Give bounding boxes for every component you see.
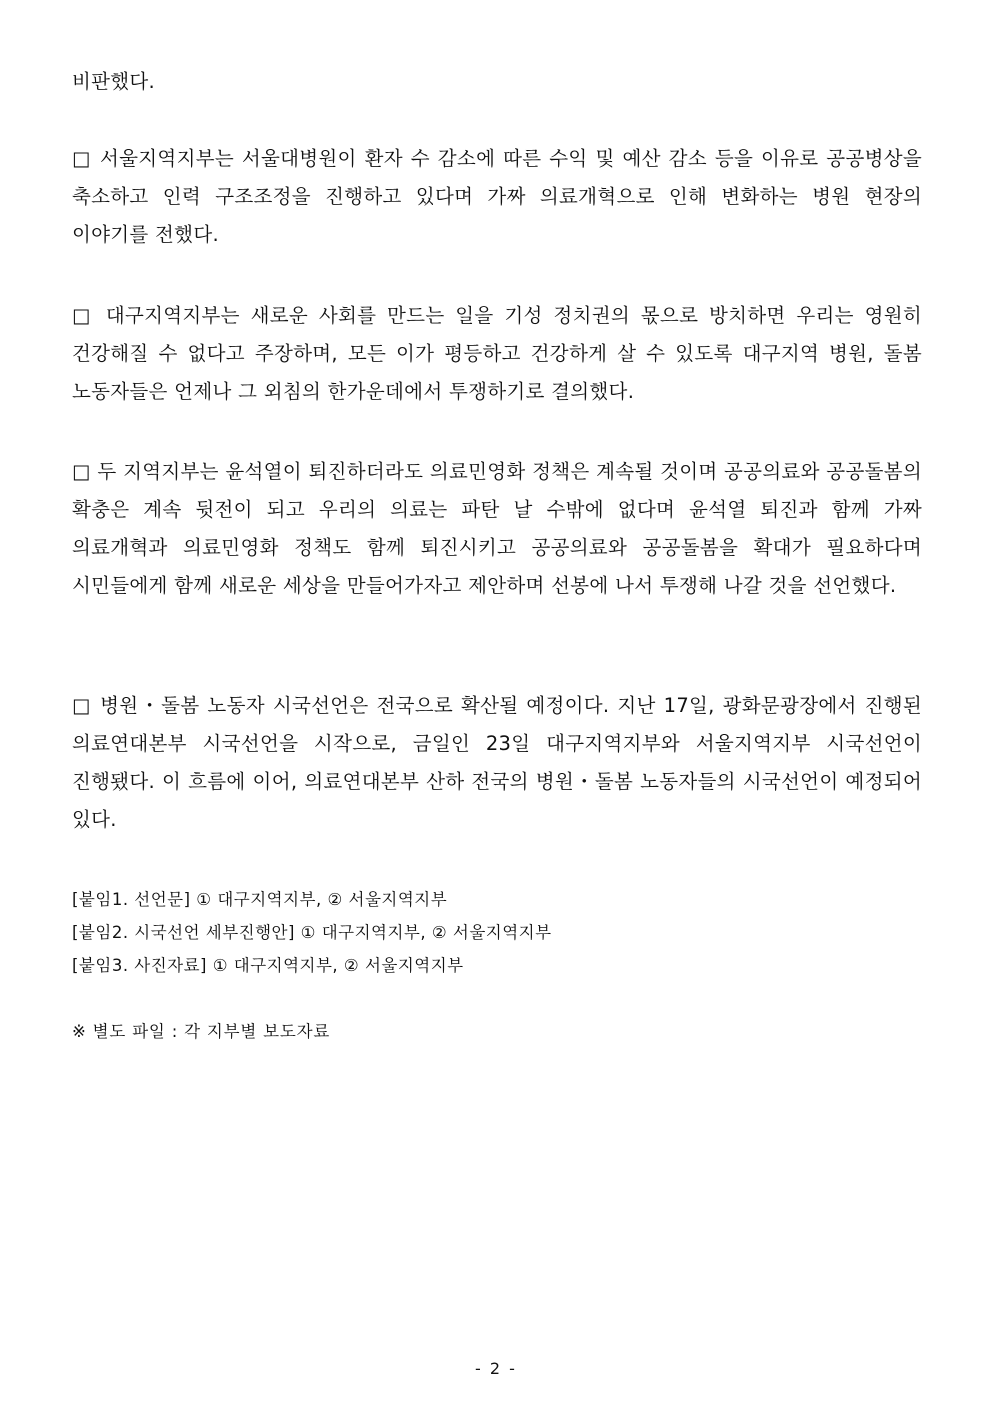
attachment-list (72, 883, 922, 982)
paragraph-daegu-branch: □ 대구지역지부는 새로운 사회를 만드는 일을 기성 정치권의 몫으로 방치하면 우리는 영원히 건강해질 수 없다고 주장하며, 모든 이가 평등하고 건강하게 살 수 있도록 대구지역 병원, 돌봄 노동자들은 언제나 그 외침의 한가운데에서 투쟁하기로 결의했다. (72, 304, 922, 403)
attachment-item: [붙임3. 사진자료] ① 대구지역지부, ② 서울지역지부 (72, 956, 464, 975)
paragraph-both-branches: □ 두 지역지부는 윤석열이 퇴진하더라도 의료민영화 정책은 계속될 것이며 공공의료와 공공돌봄의 확충은 계속 뒷전이 되고 우리의 의료는 파탄 날 수밖에 없다며 윤석열 퇴진과 함께 가짜 의료개혁과 의료민영화 정책도 함께 퇴진시키고 공공의료와 공공돌봄을 확대가 필요하다며 시민들에게 함께 새로운 세상을 만들어가자고 제안하며 선봉에 나서 투쟁해 나갈 것을 선언했다. (72, 460, 922, 597)
paragraph-continuation: 비판했다. (72, 70, 156, 93)
attachment-item: [붙임2. 시국선언 세부진행안] ① 대구지역지부, ② 서울지역지부 (72, 923, 552, 942)
paragraph-seoul-branch: □ 서울지역지부는 서울대병원이 환자 수 감소에 따른 수익 및 예산 감소 등을 이유로 공공병상을 축소하고 인력 구조조정을 진행하고 있다며 가짜 의료개혁으로 인해 변화하는 병원 현장의 이야기를 전했다. (72, 147, 922, 246)
paragraph-nationwide-declaration: □ 병원・돌봄 노동자 시국선언은 전국으로 확산될 예정이다. 지난 17일, 광화문광장에서 진행된 의료연대본부 시국선언을 시작으로, 금일인 23일 대구지역지부와 서울지역지부 시국선언이 진행됐다. 이 흐름에 이어, 의료연대본부 산하 전국의 병원・돌봄 노동자들의 시국선언이 예정되어 있다. (72, 694, 922, 831)
attachment-item: [붙임1. 선언문] ① 대구지역지부, ② 서울지역지부 (72, 890, 448, 909)
page-number: - 2 - (475, 1359, 517, 1378)
separate-file-note: ※ 별도 파일 : 각 지부별 보도자료 (72, 1022, 331, 1041)
